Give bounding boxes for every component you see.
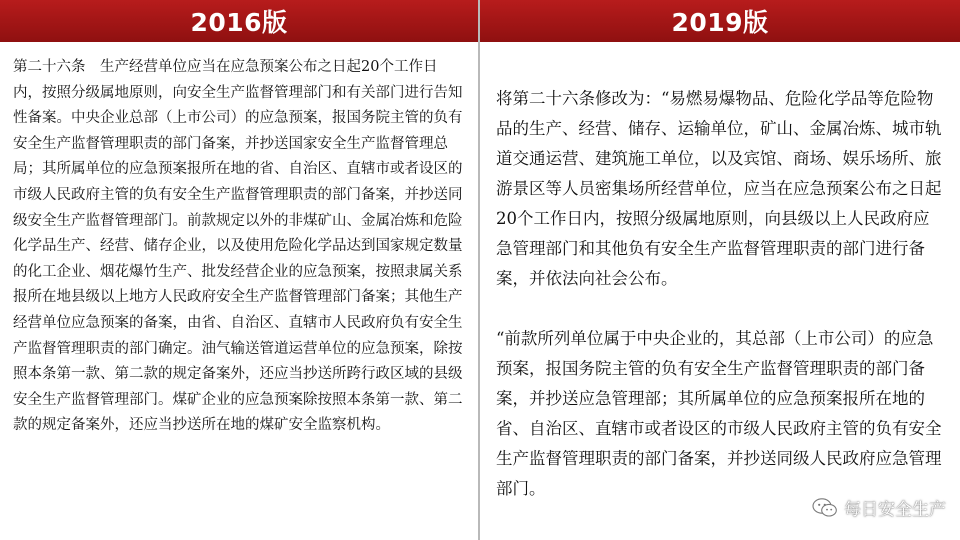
paragraph-1: 将第二十六条修改为：“易燃易爆物品、危险化学品等危险物品的生产、经营、储存、运输单位，矿山、金属冶炼、城市轨道交通运营、建筑施工单位，以及宾馆、商场、娱乐场所、旅游景区等人员密集场所经营单位，应当在应急预案公布之日起20个工作日内，按照分级属地原则，向县级以上人民政府应急管理部门和其他负有安全生产监督管理职责的部门进行备案，并依法向社会公布。: [496, 89, 942, 288]
watermark: [812, 495, 946, 520]
wechat-icon: [812, 497, 838, 519]
watermark-text: 每日安全生产: [844, 500, 946, 520]
header-2016: 2016版: [0, 0, 478, 42]
paragraph-2: “前款所列单位属于中央企业的，其总部（上市公司）的应急预案，报国务院主管的负有安全生产监督管理职责的部门备案，并抄送应急管理部；其所属单位的应急预案报所在地的省、自治区、直辖市或者设区的市级人民政府主管的负有安全生产监督管理职责的部门备案，并抄送同级人民政府应急管理部门。: [496, 329, 942, 498]
text-2019: [480, 42, 960, 534]
column-2019: [480, 0, 960, 540]
text-2016: 第二十六条 生产经营单位应当在应急预案公布之日起20个工作日内，按照分级属地原则，向安全生产监督管理部门和有关部门进行告知性备案。中央企业总部（上市公司）的应急预案，报国务院主管的负有安全生产监督管理职责的部门备案，并抄送国家安全生产监督管理总局；其所属单位的应急预案报所在地的省、自治区、直辖市或者设区的市级人民政府主管的负有安全生产监督管理职责的部门备案，并抄送同级安全生产监督管理部门。前款规定以外的非煤矿山、金属冶炼和危险化学品生产、经营、储存企业，以及使用危险化学品达到国家规定数量的化工企业、烟花爆竹生产、批发经营企业的应急预案，按照隶属关系报所在地县级以上地方人民政府安全生产监督管理部门备案；其他生产经营单位应急预案的备案，由省、自治区、直辖市人民政府负有安全生产监督管理职责的部门确定。油气输送管道运营单位的应急预案，除按照本条第一款、第二款的规定备案外，还应当抄送所跨行政区域的县级安全生产监督管理部门。煤矿企业的应急预案除按照本条第一款、第二款的规定备案外，还应当抄送所在地的煤矿安全监察机构。: [13, 59, 463, 434]
header-2019: 2019版: [480, 0, 960, 42]
